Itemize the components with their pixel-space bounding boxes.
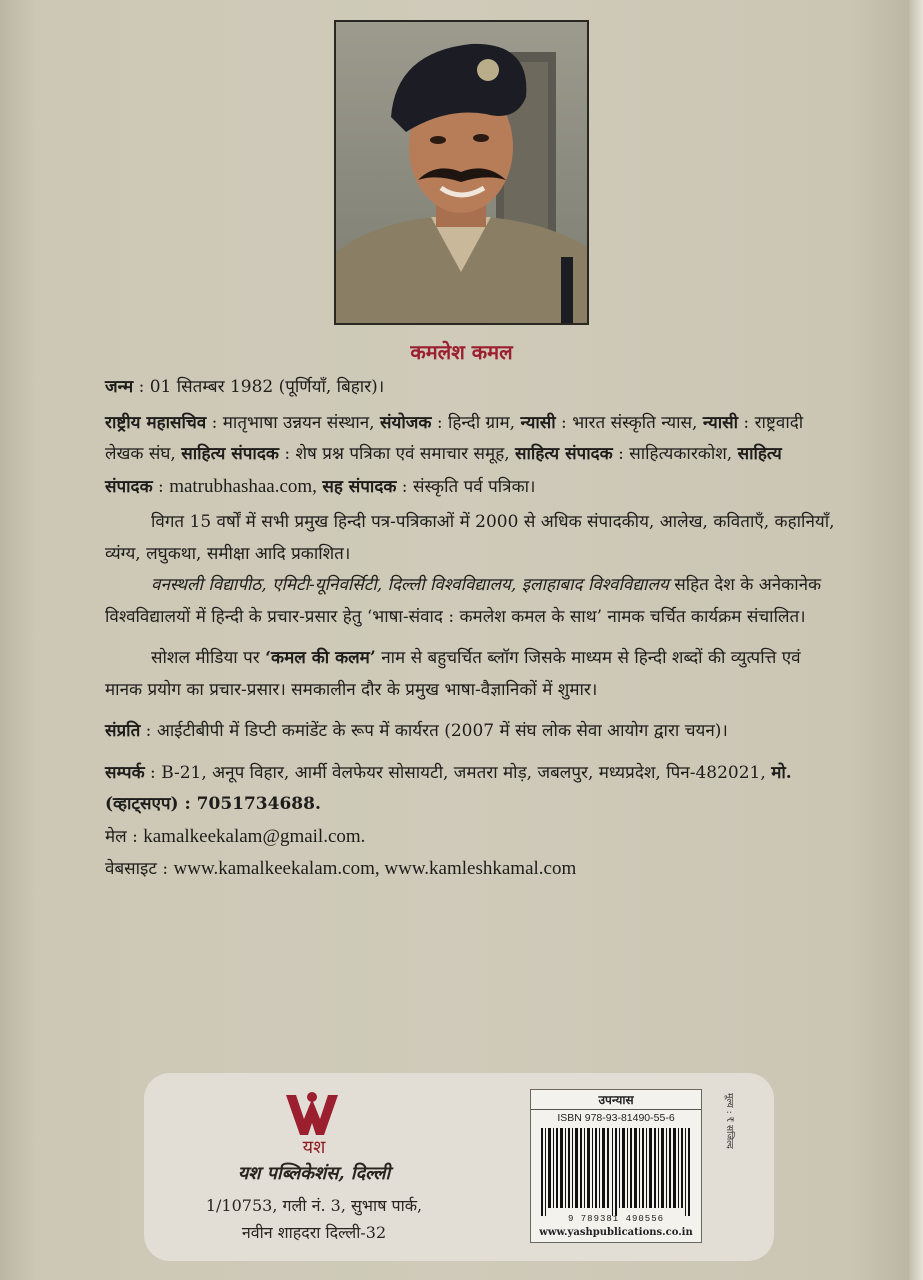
role-value: हिन्दी ग्राम,	[447, 412, 516, 433]
role-value: भारत संस्कृति न्यास,	[572, 412, 698, 433]
publisher-address-line1: 1/10753, गली नं. 3, सुभाष पार्क,	[205, 1196, 423, 1215]
birth-label: जन्म	[105, 377, 134, 397]
author-bio	[105, 372, 835, 886]
role-label: राष्ट्रीय महासचिव	[105, 412, 207, 433]
author-photo	[334, 20, 589, 325]
genre-label: उपन्यास	[531, 1091, 701, 1110]
role-label: संयोजक	[380, 412, 432, 433]
role-value: साहित्यकारकोश,	[629, 444, 733, 464]
publications-paragraph: विगत 15 वर्षों में सभी प्रमुख हिन्दी पत्र-पत्रिकाओं में 2000 से अधिक संपादकीय, आलेख, कविताएँ, कहानियाँ, व्यंग्य, लघुकथा, समीक्षा आदि प्रकाशित।	[105, 512, 835, 564]
role-label: साहित्य संपादक	[515, 444, 613, 464]
birth-line: जन्म : 01 सितम्बर 1982 (पूर्णियाँ, बिहार)।	[105, 377, 385, 397]
barcode-panel	[530, 1089, 702, 1243]
roles-paragraph: राष्ट्रीय महासचिव : मातृभाषा उन्नयन संस्थान, संयोजक : हिन्दी ग्राम, न्यासी : भारत संस्कृति न्यास, न्यासी : राष्ट्रवादी लेखक संघ, साहित्य संपादक : शेष प्रश्न पत्रिका एवं समाचार समूह, साहित्य संपादक : साहित्यकारकोश, साहित्य संपादक : matrubhashaa.com, सह संपादक : संस्कृति पर्व पत्रिका।	[105, 412, 804, 497]
website-value: www.kamalkeekalam.com, www.kamleshkamal.com	[173, 858, 577, 879]
birth-value: 01 सितम्बर 1982 (पूर्णियाँ, बिहार)।	[149, 377, 385, 397]
current-label: संप्रति	[105, 721, 141, 741]
role-label: साहित्य संपादक	[105, 444, 782, 497]
universities-list: वनस्थली विद्यापीठ, एमिटी-यूनिवर्सिटी, दिल्ली विश्वविद्यालय, इलाहाबाद विश्वविद्यालय	[151, 575, 669, 595]
website-line	[105, 853, 835, 886]
price-side-text: मूल्य : ₹ सजिल्द	[724, 1093, 734, 1149]
publisher-logo-text: यश	[302, 1137, 326, 1158]
role-label: न्यासी	[520, 412, 556, 433]
current-value: आईटीबीपी में डिप्टी कमांडेंट के रूप में कार्यरत (2007 में संघ लोक सेवा आयोग द्वारा चयन)।	[156, 721, 728, 741]
current-position: संप्रति : आईटीबीपी में डिप्टी कमांडेंट के रूप में कार्यरत (2007 में संघ लोक सेवा आयोग द्वारा चयन)।	[105, 721, 728, 741]
universities-rest: सहित देश के अनेकानेक विश्वविद्यालयों में हिन्दी के प्रचार-प्रसार हेतु ‘भाषा-संवाद : कमलेश कमल के साथ’ नामक चर्चित कार्यक्रम संचालित।	[105, 575, 822, 627]
blog-paragraph	[105, 643, 835, 706]
website-label: वेबसाइट :	[105, 859, 169, 879]
author-name: कमलेश कमल	[410, 340, 513, 364]
publisher-box	[144, 1073, 774, 1261]
mail-label: मेल :	[105, 826, 138, 847]
barcode-digits: 9 789381 490556	[567, 1214, 664, 1224]
role-value: संस्कृति पर्व पत्रिका।	[412, 476, 536, 497]
mail-value: kamalkeekalam@gmail.com.	[143, 825, 366, 847]
isbn-number: ISBN 978-93-81490-55-6	[557, 1112, 675, 1124]
blog-name: ‘कमल की कलम’	[265, 648, 376, 668]
role-label: सह संपादक	[322, 476, 397, 497]
barcode-icon	[539, 1128, 693, 1216]
price-side-label	[712, 1093, 732, 1243]
role-value: matrubhashaa.com,	[169, 475, 317, 497]
publisher-website: www.yashpublications.co.in	[539, 1227, 693, 1238]
role-value: राष्ट्रवादी लेखक संघ,	[105, 412, 804, 464]
role-label: न्यासी	[702, 412, 739, 433]
role-value: मातृभाषा उन्नयन संस्थान,	[222, 412, 375, 433]
mobile-number: मो. (व्हाट्सएप) : 7051734688.	[105, 762, 792, 814]
universities-paragraph	[105, 570, 835, 633]
mail-line	[105, 821, 835, 854]
contact-label: सम्पर्क	[105, 762, 145, 783]
blog-text-1: सोशल मीडिया पर	[151, 648, 260, 668]
publisher-address-line2: नवीन शाहदरा दिल्ली-32	[241, 1223, 387, 1242]
publisher-name: यश पब्लिकेशंस, दिल्ली	[237, 1163, 391, 1184]
blog-text-2: नाम से बहुचर्चित ब्लॉग जिसके माध्यम से हिन्दी शब्दों की व्युत्पत्ति एवं मानक प्रयोग का प्रचार-प्रसार। समकालीन दौर के प्रमुख भाषा-वैज्ञानिकों में शुमार।	[105, 648, 801, 700]
role-value: शेष प्रश्न पत्रिका एवं समाचार समूह,	[295, 444, 510, 464]
contact-line: सम्पर्क : B-21, अनूप विहार, आर्मी वेलफेयर सोसायटी, जमतरा मोड़, जबलपुर, मध्यप्रदेश, पिन-482021, मो. (व्हाट्सएप) : 7051734688.	[105, 762, 792, 814]
role-label: साहित्य संपादक	[181, 444, 279, 464]
cover-edge	[909, 0, 923, 1280]
contact-value: B-21, अनूप विहार, आर्मी वेलफेयर सोसायटी, जमतरा मोड़, जबलपुर, मध्यप्रदेश, पिन-482021,	[161, 762, 766, 783]
